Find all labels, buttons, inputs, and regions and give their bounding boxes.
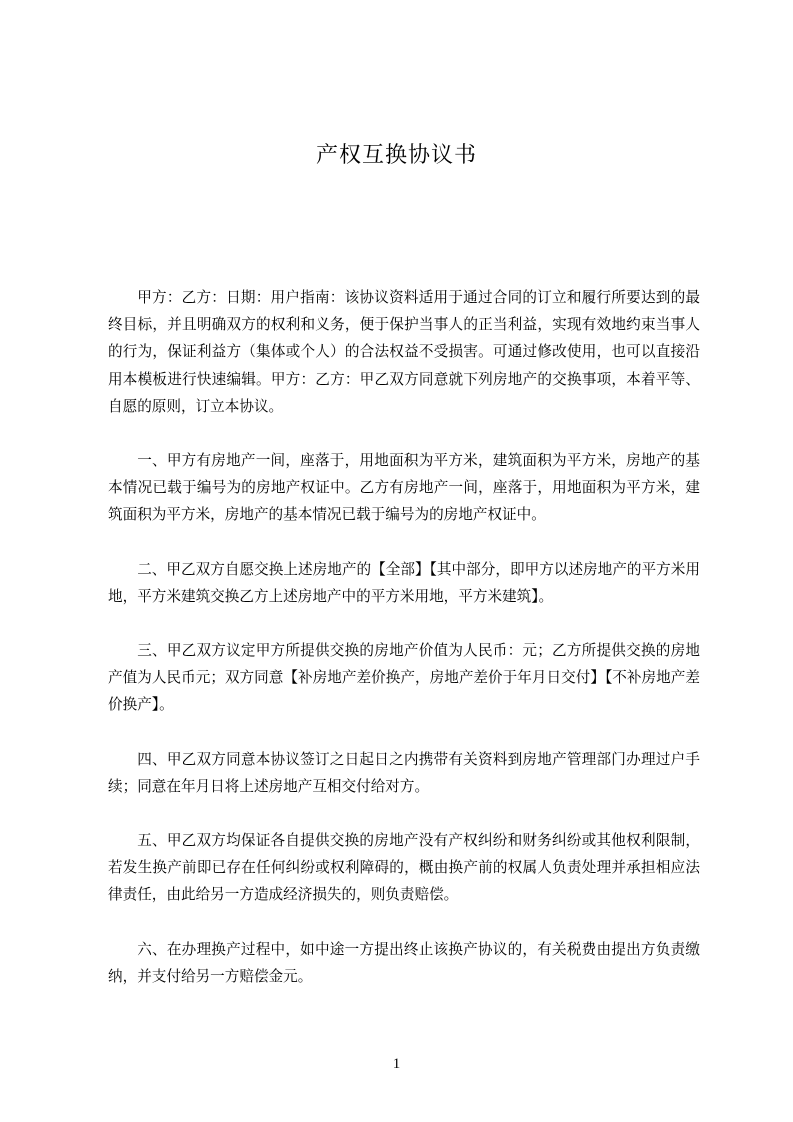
page-number: 1 [392, 1056, 401, 1072]
paragraph-intro: 甲方：乙方：日期：用户指南：该协议资料适用于通过合同的订立和履行所要达到的最终目标，并且明确双方的权利和义务，便于保护当事人的正当利益，实现有效地约束当事人的行为，保证利益方（集体或个人）的合法权益不受损害。可通过修改使用，也可以直接沿用本模板进行快速编辑。甲方：乙方：甲乙双方同意就下列房地产的交换事项，本着平等、自愿的原则，订立本协议。 [108, 289, 700, 415]
paragraph-clause-3: 三、甲乙双方议定甲方所提供交换的房地产价值为人民币：元；乙方所提供交换的房地产值为人民币元；双方同意【补房地产差价换产，房地产差价于年月日交付】【不补房地产差价换产】。 [108, 642, 700, 714]
document-body [108, 284, 700, 1017]
paragraph-clause-6: 六、在办理换产过程中，如中途一方提出终止该换产协议的，有关税费由提出方负责缴纳，并支付给另一方赔偿金元。 [108, 940, 700, 985]
paragraph-clause-4: 四、甲乙双方同意本协议签订之日起日之内携带有关资料到房地产管理部门办理过户手续；同意在年月日将上述房地产互相交付给对方。 [108, 750, 700, 795]
paragraph-clause-5: 五、甲乙双方均保证各自提供交换的房地产没有产权纠纷和财务纠纷或其他权利限制，若发生换产前即已存在任何纠纷或权利障碍的，概由换产前的权属人负责处理并承担相应法律责任，由此给另一方造成经济损失的，则负责赔偿。 [108, 832, 700, 904]
document-title: 产权互换协议书 [315, 143, 477, 168]
paragraph-clause-1: 一、甲方有房地产一间，座落于，用地面积为平方米，建筑面积为平方米，房地产的基本情况已载于编号为的房地产权证中。乙方有房地产一间，座落于，用地面积为平方米，建筑面积为平方米，房地产的基本情况已载于编号为的房地产权证中。 [108, 452, 700, 524]
paragraph-clause-2: 二、甲乙双方自愿交换上述房地产的【全部】【其中部分，即甲方以述房地产的平方米用地，平方米建筑交换乙方上述房地产中的平方米用地，平方米建筑】。 [108, 560, 700, 605]
